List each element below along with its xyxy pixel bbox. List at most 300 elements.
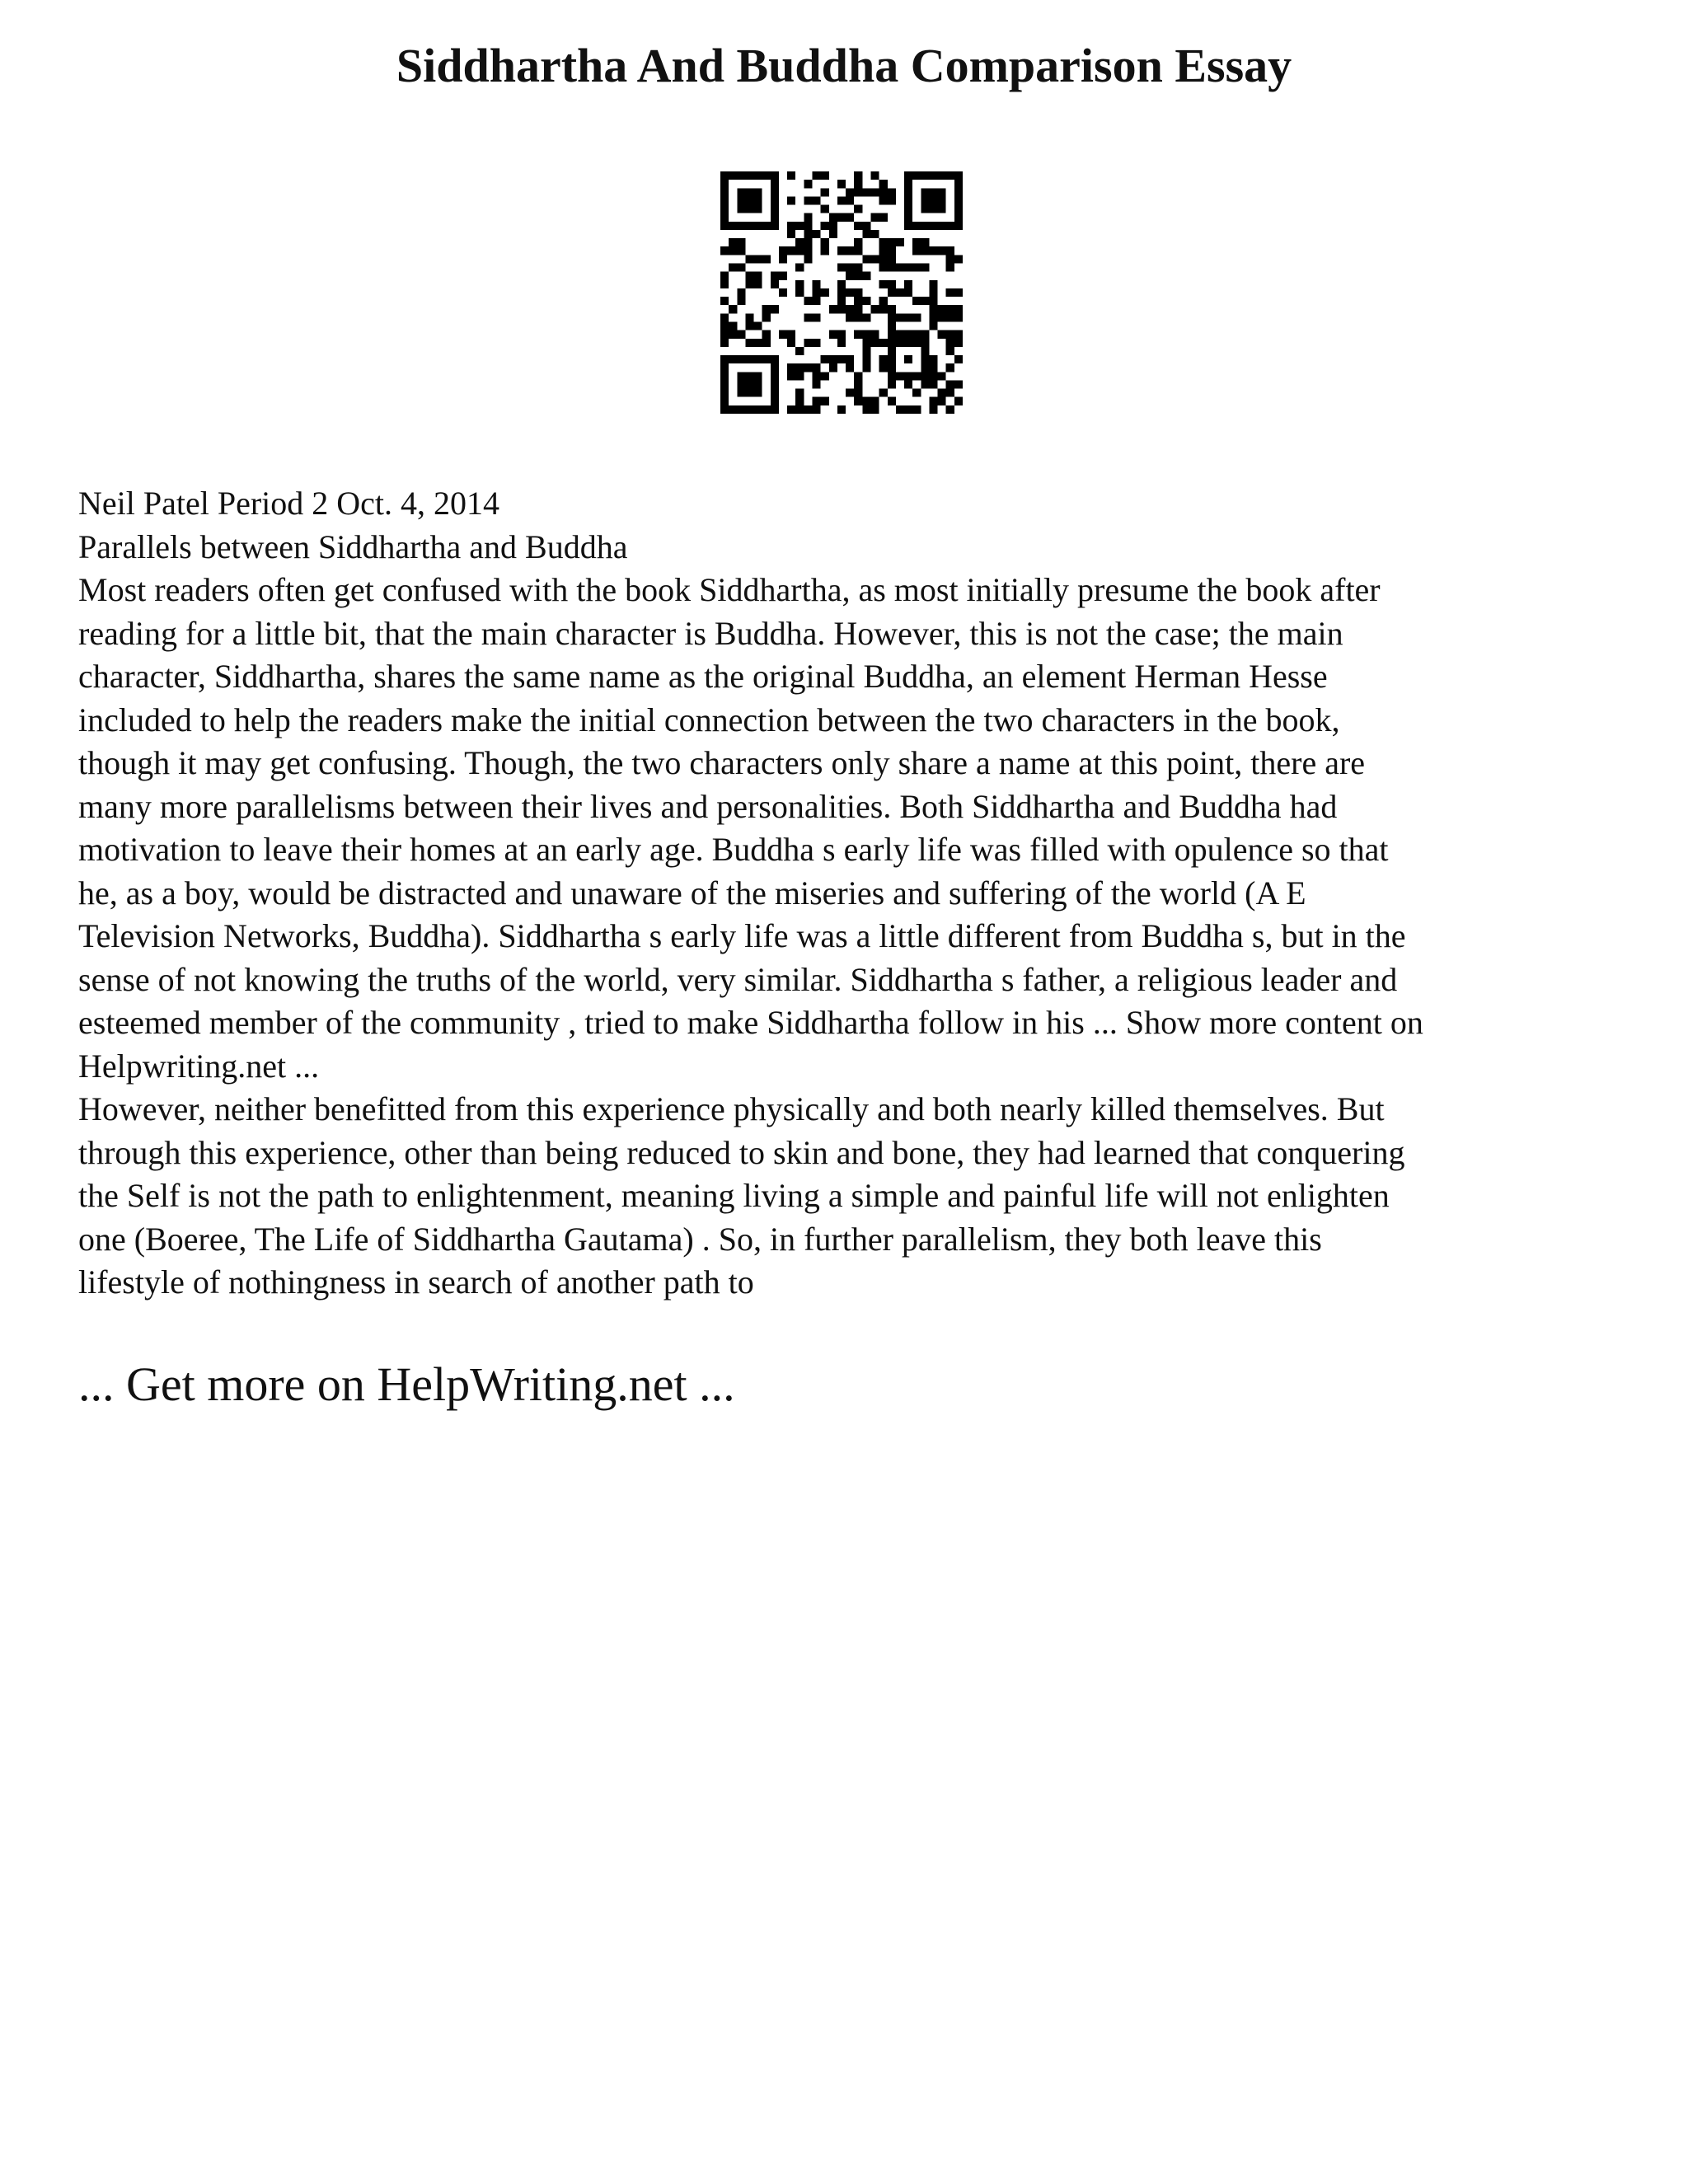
qr-module — [904, 288, 912, 297]
qr-module — [754, 321, 762, 330]
qr-module — [904, 171, 912, 180]
qr-module — [929, 205, 937, 213]
qr-module — [720, 339, 729, 347]
qr-module — [921, 330, 929, 339]
qr-module — [854, 288, 862, 297]
qr-module — [946, 305, 954, 313]
qr-module — [921, 347, 929, 355]
qr-module — [762, 305, 771, 313]
qr-module — [813, 380, 821, 388]
qr-module — [870, 405, 879, 414]
qr-module — [762, 255, 771, 263]
qr-module — [929, 246, 937, 255]
qr-module — [729, 264, 737, 272]
qr-module — [954, 288, 963, 297]
qr-module — [870, 330, 879, 339]
qr-module — [938, 330, 946, 339]
qr-module — [888, 347, 896, 355]
qr-module — [929, 405, 937, 414]
qr-module — [745, 255, 753, 263]
qr-module — [787, 405, 795, 414]
essay-subtitle: Parallels between Siddhartha and Buddha — [78, 527, 628, 565]
qr-module — [720, 171, 729, 180]
qr-module — [946, 288, 954, 297]
qr-module — [879, 363, 888, 372]
qr-module — [888, 264, 896, 272]
qr-module — [787, 196, 795, 204]
qr-module — [737, 330, 745, 339]
qr-module — [837, 213, 846, 222]
qr-module — [754, 205, 762, 213]
qr-module — [954, 222, 963, 230]
qr-module — [888, 372, 896, 380]
qr-module — [929, 380, 937, 388]
qr-module — [729, 330, 737, 339]
qr-module — [795, 405, 804, 414]
qr-module — [771, 188, 779, 196]
qr-module — [854, 264, 862, 272]
qr-module — [737, 372, 745, 380]
qr-module — [954, 205, 963, 213]
qr-module — [829, 230, 837, 238]
qr-module — [804, 339, 812, 347]
qr-module — [862, 230, 870, 238]
qr-module — [837, 196, 846, 204]
qr-module — [771, 363, 779, 372]
qr-module — [720, 363, 729, 372]
qr-module — [921, 246, 929, 255]
page-title: Siddhartha And Buddha Comparison Essay — [396, 39, 1292, 92]
qr-module — [904, 264, 912, 272]
qr-module — [921, 339, 929, 347]
qr-module — [737, 389, 745, 397]
qr-module — [921, 171, 929, 180]
qr-module — [846, 355, 854, 363]
qr-module — [804, 196, 812, 204]
qr-module — [729, 321, 737, 330]
qr-module — [737, 355, 745, 363]
qr-module — [879, 213, 888, 222]
qr-module — [813, 230, 821, 238]
qr-module — [854, 297, 862, 305]
paragraph-line: Helpwriting.net ... — [78, 1047, 320, 1085]
qr-module — [745, 205, 753, 213]
qr-module — [854, 272, 862, 280]
qr-module — [946, 171, 954, 180]
qr-module — [804, 222, 812, 230]
qr-module — [729, 355, 737, 363]
qr-module — [837, 405, 846, 414]
qr-module — [795, 363, 804, 372]
qr-module — [929, 196, 937, 204]
qr-module — [837, 355, 846, 363]
qr-module — [754, 380, 762, 388]
qr-module — [804, 255, 812, 263]
qr-module — [888, 188, 896, 196]
qr-module — [854, 171, 862, 180]
qr-module — [787, 330, 795, 339]
qr-module — [745, 380, 753, 388]
qr-module — [946, 363, 954, 372]
qr-module — [888, 330, 896, 339]
qr-module — [888, 246, 896, 255]
qr-module — [720, 380, 729, 388]
qr-module — [896, 405, 904, 414]
qr-module — [754, 372, 762, 380]
qr-module — [771, 272, 779, 280]
qr-module — [737, 196, 745, 204]
qr-module — [862, 297, 870, 305]
qr-module — [795, 238, 804, 246]
qr-module — [813, 339, 821, 347]
qr-module — [837, 330, 846, 339]
qr-module — [787, 222, 795, 230]
qr-module — [954, 255, 963, 263]
qr-module — [754, 222, 762, 230]
qr-module — [813, 372, 821, 380]
qr-module — [912, 389, 921, 397]
qr-module — [954, 313, 963, 321]
qr-module — [829, 330, 837, 339]
qr-module — [888, 280, 896, 288]
qr-module — [896, 330, 904, 339]
paragraph-line: Television Networks, Buddha). Siddhartha s early life was a little different from Buddha s, but in the — [78, 917, 1406, 954]
qr-module — [912, 222, 921, 230]
qr-module — [954, 339, 963, 347]
qr-module — [946, 246, 954, 255]
qr-module — [954, 305, 963, 313]
qr-module — [921, 222, 929, 230]
qr-module — [813, 280, 821, 288]
qr-module — [779, 272, 787, 280]
qr-module — [837, 288, 846, 297]
qr-module — [921, 205, 929, 213]
qr-module — [821, 188, 829, 196]
qr-module — [904, 280, 912, 288]
qr-module — [912, 171, 921, 180]
qr-module — [846, 389, 854, 397]
qr-module — [754, 355, 762, 363]
qr-module — [787, 339, 795, 347]
qr-module — [862, 222, 870, 230]
qr-module — [904, 405, 912, 414]
qr-module — [879, 389, 888, 397]
qr-module — [821, 171, 829, 180]
qr-module — [754, 389, 762, 397]
qr-module — [795, 222, 804, 230]
qr-module — [720, 280, 729, 288]
qr-module — [795, 397, 804, 405]
qr-module — [954, 188, 963, 196]
qr-module — [745, 405, 753, 414]
qr-module — [879, 297, 888, 305]
qr-module — [720, 213, 729, 222]
qr-module — [946, 339, 954, 347]
qr-module — [912, 313, 921, 321]
qr-module — [720, 321, 729, 330]
qr-module — [737, 405, 745, 414]
qr-module — [904, 355, 912, 363]
qr-module — [754, 188, 762, 196]
qr-module — [754, 280, 762, 288]
qr-module — [821, 372, 829, 380]
qr-module — [720, 389, 729, 397]
qr-module — [879, 238, 888, 246]
qr-module — [904, 205, 912, 213]
qr-module — [745, 188, 753, 196]
qr-module — [771, 180, 779, 188]
qr-module — [929, 363, 937, 372]
qr-module — [720, 272, 729, 280]
qr-module — [854, 313, 862, 321]
qr-module — [813, 288, 821, 297]
qr-module — [912, 297, 921, 305]
qr-module — [821, 288, 829, 297]
qr-module — [813, 196, 821, 204]
qr-module — [896, 313, 904, 321]
qr-module — [854, 180, 862, 188]
qr-module — [921, 363, 929, 372]
qr-module — [879, 264, 888, 272]
qr-module — [946, 222, 954, 230]
qr-module — [862, 330, 870, 339]
paragraph-line: sense of not knowing the truths of the world, very similar. Siddhartha s father, a religious leader and — [78, 960, 1398, 998]
qr-module — [929, 280, 937, 288]
qr-module — [938, 188, 946, 196]
qr-module — [720, 330, 729, 339]
qr-module — [929, 321, 937, 330]
paragraph-2 — [78, 1088, 1620, 1305]
qr-module — [888, 288, 896, 297]
qr-module — [870, 213, 879, 222]
qr-module — [762, 171, 771, 180]
qr-module — [771, 222, 779, 230]
qr-module — [904, 213, 912, 222]
qr-module — [829, 363, 837, 372]
qr-module — [921, 188, 929, 196]
qr-module — [921, 380, 929, 388]
qr-module — [771, 372, 779, 380]
qr-module — [795, 372, 804, 380]
qr-module — [837, 339, 846, 347]
qr-module — [745, 355, 753, 363]
qr-module — [754, 171, 762, 180]
qr-module — [938, 171, 946, 180]
qr-module — [904, 180, 912, 188]
qr-module — [912, 339, 921, 347]
qr-module — [888, 305, 896, 313]
qr-module — [888, 196, 896, 204]
qr-module — [904, 196, 912, 204]
qr-module — [813, 297, 821, 305]
qr-module — [888, 321, 896, 330]
essay-body — [78, 482, 1620, 1305]
qr-module — [879, 180, 888, 188]
qr-module — [787, 363, 795, 372]
qr-module — [879, 255, 888, 263]
qr-module — [720, 188, 729, 196]
qr-module — [754, 339, 762, 347]
qr-module — [862, 347, 870, 355]
qr-module — [821, 238, 829, 246]
qr-module — [804, 246, 812, 255]
qr-module — [879, 355, 888, 363]
qr-module — [870, 397, 879, 405]
qr-module — [745, 339, 753, 347]
paragraph-line: character, Siddhartha, shares the same name as the original Buddha, an element Herman Hesse — [78, 658, 1328, 695]
qr-module — [829, 213, 837, 222]
qr-module — [929, 222, 937, 230]
qr-module — [954, 355, 963, 363]
qr-module — [795, 264, 804, 272]
qr-module — [804, 405, 812, 414]
qr-module — [954, 330, 963, 339]
qr-module — [754, 272, 762, 280]
qr-module — [929, 188, 937, 196]
qr-module — [862, 188, 870, 196]
paragraph-line: Most readers often get confused with the book Siddhartha, as most initially presume the book after — [78, 571, 1381, 608]
qr-module — [854, 246, 862, 255]
qr-module — [821, 246, 829, 255]
qr-module — [862, 272, 870, 280]
qr-module — [938, 222, 946, 230]
qr-module — [846, 196, 854, 204]
qr-module — [938, 313, 946, 321]
qr-module — [813, 171, 821, 180]
qr-module — [771, 397, 779, 405]
qr-module — [720, 355, 729, 363]
qr-module — [720, 372, 729, 380]
qr-code-icon[interactable] — [720, 171, 963, 414]
qr-module — [904, 339, 912, 347]
qr-module — [737, 380, 745, 388]
qr-module — [771, 305, 779, 313]
qr-module — [813, 313, 821, 321]
qr-module — [754, 255, 762, 263]
qr-module — [912, 372, 921, 380]
qr-module — [720, 405, 729, 414]
qr-module — [912, 405, 921, 414]
qr-module — [929, 305, 937, 313]
qr-module — [846, 264, 854, 272]
qr-module — [754, 196, 762, 204]
qr-module — [888, 355, 896, 363]
qr-module — [862, 313, 870, 321]
qr-module — [846, 288, 854, 297]
qr-module — [854, 372, 862, 380]
qr-module — [737, 222, 745, 230]
paragraph-line: many more parallelisms between their lives and personalities. Both Siddhartha and Buddha had — [78, 787, 1338, 825]
qr-module — [954, 196, 963, 204]
qr-module — [771, 196, 779, 204]
qr-module — [938, 389, 946, 397]
qr-module — [938, 372, 946, 380]
qr-module — [771, 205, 779, 213]
qr-module — [854, 397, 862, 405]
qr-module — [779, 255, 787, 263]
qr-module — [929, 372, 937, 380]
qr-module — [862, 255, 870, 263]
qr-module — [870, 188, 879, 196]
qr-module — [888, 255, 896, 263]
qr-module — [846, 305, 854, 313]
qr-module — [729, 238, 737, 246]
qr-module — [804, 363, 812, 372]
qr-module — [779, 288, 787, 297]
qr-module — [745, 372, 753, 380]
qr-module — [720, 246, 729, 255]
qr-module — [870, 339, 879, 347]
qr-module — [787, 230, 795, 238]
paragraph-line: one (Boeree, The Life of Siddhartha Gautama) . So, in further parallelism, they both leave this — [78, 1220, 1322, 1258]
qr-module — [846, 213, 854, 222]
qr-module — [929, 297, 937, 305]
qr-module — [787, 171, 795, 180]
qr-module — [795, 288, 804, 297]
qr-module — [804, 313, 812, 321]
qr-module — [921, 196, 929, 204]
qr-module — [737, 288, 745, 297]
qr-module — [904, 188, 912, 196]
qr-module — [954, 171, 963, 180]
qr-module — [896, 339, 904, 347]
qr-module — [837, 246, 846, 255]
qr-module — [854, 188, 862, 196]
paragraph-line: However, neither benefitted from this experience physically and both nearly killed themselves. But — [78, 1090, 1385, 1127]
qr-module — [854, 305, 862, 313]
qr-module — [837, 280, 846, 288]
qr-module — [929, 355, 937, 363]
qr-module — [762, 330, 771, 339]
qr-module — [854, 238, 862, 246]
author-meta: Neil Patel Period 2 Oct. 4, 2014 — [78, 485, 500, 522]
qr-module — [787, 372, 795, 380]
qr-module — [729, 222, 737, 230]
qr-module — [912, 238, 921, 246]
qr-module — [720, 205, 729, 213]
qr-module — [946, 389, 954, 397]
qr-module — [821, 397, 829, 405]
qr-module — [745, 171, 753, 180]
qr-module — [737, 205, 745, 213]
qr-module — [771, 355, 779, 363]
qr-module — [929, 288, 937, 297]
qr-module — [888, 238, 896, 246]
paragraph-line: motivation to leave their homes at an early age. Buddha s early life was filled with opulence so that — [78, 831, 1389, 868]
qr-module — [737, 264, 745, 272]
qr-module — [954, 213, 963, 222]
qr-module — [745, 389, 753, 397]
qr-module — [795, 246, 804, 255]
qr-module — [870, 230, 879, 238]
qr-module — [846, 272, 854, 280]
qr-module — [737, 297, 745, 305]
qr-module — [771, 389, 779, 397]
qr-module — [737, 188, 745, 196]
qr-module — [795, 347, 804, 355]
qr-module — [862, 339, 870, 347]
qr-module — [870, 171, 879, 180]
qr-module — [954, 180, 963, 188]
qr-module — [821, 222, 829, 230]
qr-module — [879, 196, 888, 204]
qr-module — [854, 205, 862, 213]
paragraph-line: through this experience, other than being reduced to skin and bone, they had learned that conquering — [78, 1133, 1405, 1171]
get-more-link[interactable]: ... Get more on HelpWriting.net ... — [78, 1357, 735, 1411]
qr-module — [888, 397, 896, 405]
qr-module — [846, 363, 854, 372]
qr-module — [813, 363, 821, 372]
